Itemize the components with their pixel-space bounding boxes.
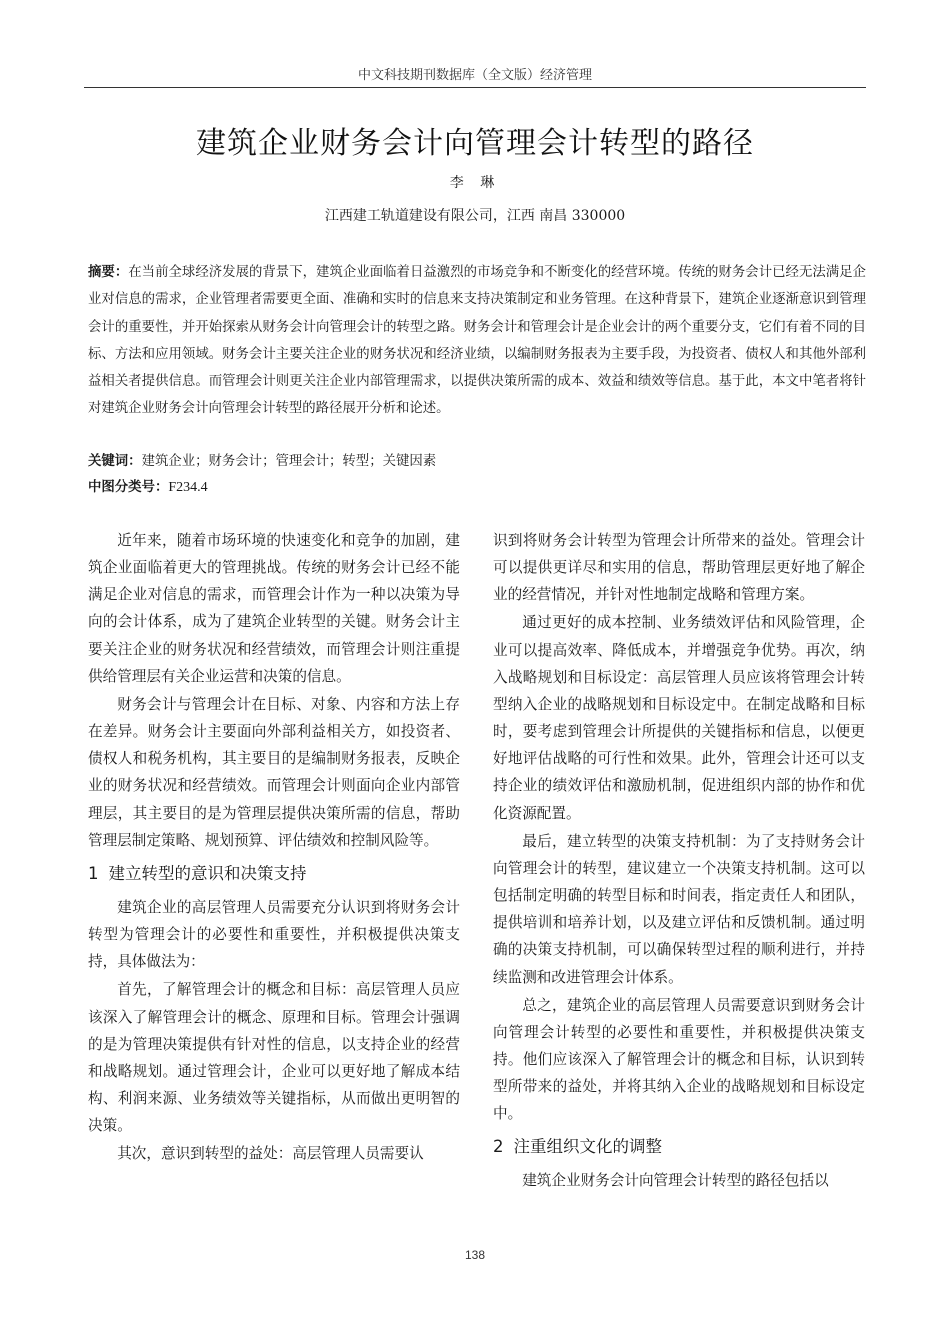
body-paragraph: 建筑企业财务会计向管理会计转型的路径包括以 xyxy=(522,1173,829,1190)
section-number: 1 xyxy=(88,863,99,883)
body-paragraph: 其次，意识到转型的益处：高层管理人员需要认 xyxy=(117,1146,424,1163)
body-paragraph: 财务会计与管理会计在目标、对象、内容和方法上存在差异。财务会计主要面向外部利益相关方，如投资者、债权人和税务机构，其主要目的是编制财务报表，反映企业的财务状况和经营绩效。而管理会计则面向企业内部管理层，其主要目的是为管理层提供决策所需的信息，帮助管理层制定策略、规划预算、评估绩效和控制风险等。 xyxy=(88,696,460,849)
author-name: 李 琳 xyxy=(449,175,501,191)
body-paragraph: 通过更好的成本控制、业务绩效评估和风险管理，企业可以提高效率、降低成本，并增强竞争优势。再次，纳入战略规划和目标设定：高层管理人员应该将管理会计转型纳入企业的战略规划和目标设定中。在制定战略和目标时，要考虑到管理会计所提供的关键指标和信息，以便更好地评估战略的可行性和效果。此外，管理会计还可以支持企业的绩效评估和激励机制，促进组织内部的协作和优化资源配置。 xyxy=(493,615,865,822)
keywords-label: 关键词： xyxy=(88,454,142,469)
body-paragraph: 最后，建立转型的决策支持机制：为了支持财务会计向管理会计的转型，建议建立一个决策支持机制。这可以包括制定明确的转型目标和时间表，指定责任人和团队，提供培训和培养计划，以及建立评估和反馈机制。通过明确的决策支持机制，可以确保转型过程的顺利进行，并持续监测和改进管理会计体系。 xyxy=(493,833,865,986)
page-number: 138 xyxy=(464,1248,486,1262)
left-column xyxy=(88,528,460,1169)
body-paragraph: 总之，建筑企业的高层管理人员需要意识到财务会计向管理会计转型的必要性和重要性，并积极提供决策支持。他们应该深入了解管理会计的概念和目标，认识到转型所带来的益处，并将其纳入企业的战略规划和目标设定中。 xyxy=(493,997,865,1123)
section-title: 建立转型的意识和决策支持 xyxy=(108,863,307,883)
keywords-text: 建筑企业；财务会计；管理会计；转型；关键因素 xyxy=(141,454,437,469)
keywords-block xyxy=(88,450,866,474)
body-paragraph: 近年来，随着市场环境的快速变化和竞争的加剧，建筑企业面临着更大的管理挑战。传统的财务会计已经不能满足企业对信息的需求，而管理会计作为一种以决策为导向的会计体系，成为了建筑企业转型的关键。财务会计主要关注企业的财务状况和经营绩效，而管理会计则注重提供给管理层有关企业运营和决策的信息。 xyxy=(88,533,460,685)
paper-title: 建筑企业财务会计向管理会计转型的路径 xyxy=(196,126,754,161)
section-heading-1 xyxy=(88,861,460,887)
classification-label: 中图分类号： xyxy=(88,480,169,495)
abstract-label: 摘要： xyxy=(88,265,129,280)
section-title: 注重组织文化的调整 xyxy=(513,1137,662,1157)
classification-code: F234.4 xyxy=(168,480,208,495)
classification-block xyxy=(88,476,866,500)
abstract-block xyxy=(88,259,866,423)
section-heading-2 xyxy=(493,1134,865,1160)
section-number: 2 xyxy=(493,1137,504,1157)
journal-header: 中文科技期刊数据库（全文版）经济管理 xyxy=(84,64,866,88)
body-paragraph: 建筑企业的高层管理人员需要充分认识到将财务会计转型为管理会计的必要性和重要性，并积极提供决策支持，具体做法为： xyxy=(88,899,460,971)
body-paragraph-continued: 识到将财务会计转型为管理会计所带来的益处。管理会计可以提供更详尽和实用的信息，帮助管理层更好地了解企业的经营情况，并针对性地制定战略和管理方案。 xyxy=(493,533,865,604)
abstract-text: 在当前全球经济发展的背景下，建筑企业面临着日益激烈的市场竞争和不断变化的经营环境。传统的财务会计已经无法满足企业对信息的需求，企业管理者需要更全面、准确和实时的信息来支持决策制定和业务管理。在这种背景下，建筑企业逐渐意识到管理会计的重要性，并开始探索从财务会计向管理会计的转型之路。财务会计和管理会计是企业会计的两个重要分支，它们有着不同的目标、方法和应用领域。财务会计主要关注企业的财务状况和经济业绩，以编制财务报表为主要手段，为投资者、债权人和其他外部利益相关者提供信息。而管理会计则更关注企业内部管理需求，以提供决策所需的成本、效益和绩效等信息。基于此，本文中笔者将针对建筑企业财务会计向管理会计转型的路径展开分析和论述。 xyxy=(88,265,867,417)
body-paragraph: 首先，了解管理会计的概念和目标：高层管理人员应该深入了解管理会计的概念、原理和目标。管理会计强调的是为管理决策提供有针对性的信息，以支持企业的经营和战略规划。通过管理会计，企业可以更好地了解成本结构、利润来源、业务绩效等关键指标，从而做出更明智的决策。 xyxy=(88,982,460,1135)
author-affiliation: 江西建工轨道建设有限公司，江西 南昌 330000 xyxy=(324,208,626,224)
right-column xyxy=(493,528,865,1197)
